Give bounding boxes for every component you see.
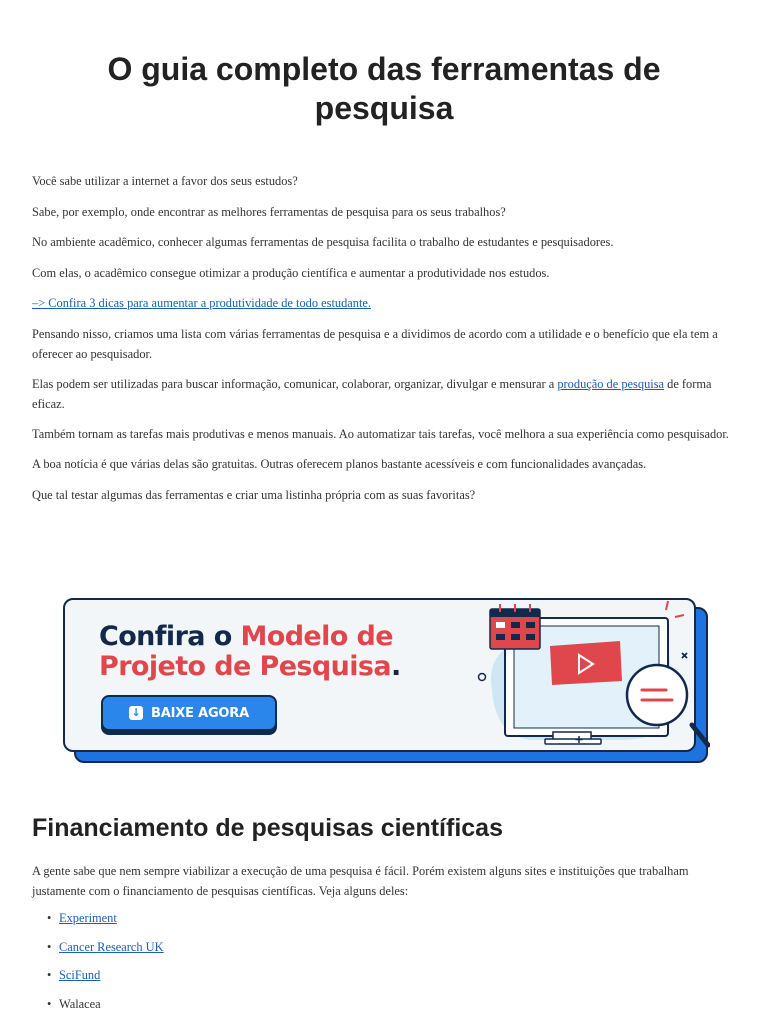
list-item [32, 908, 164, 937]
section-heading: Financiamento de pesquisas científicas [32, 814, 503, 842]
download-button-label: BAIXE AGORA [151, 705, 249, 721]
list-item [32, 965, 164, 994]
research-template-banner[interactable] [60, 595, 712, 770]
article-title: O guia completo das ferramentas de pesquisa [107, 51, 661, 126]
productivity-tips-link[interactable]: –> Confira 3 dicas para aumentar a produtividade de todo estudante. [32, 296, 372, 310]
bullet: • [47, 939, 52, 954]
paragraph: Você sabe utilizar a internet a favor dos seus estudos? [32, 174, 298, 188]
list-item [32, 994, 164, 1023]
bullet: • [47, 996, 52, 1011]
paragraph: Com elas, o acadêmico consegue otimizar a produção científica e aumentar a produtividade nos estudos. [32, 266, 550, 280]
paragraph: No ambiente acadêmico, conhecer algumas ferramentas de pesquisa facilita o trabalho de estudantes e pesquisadores. [32, 235, 614, 249]
experiment-link[interactable]: Experiment [59, 911, 117, 925]
bullet: • [47, 968, 52, 983]
download-icon: ↓ [129, 706, 143, 720]
paragraph [32, 374, 736, 414]
funding-sites-list [32, 908, 164, 1022]
paragraph: A boa notícia é que várias delas são gratuitas. Outras oferecem planos bastante acessíveis e com funcionalidades avançadas. [32, 457, 647, 471]
paragraph: Que tal testar algumas das ferramentas e criar uma listinha própria com as suas favoritas? [32, 488, 476, 502]
download-now-button[interactable] [101, 695, 277, 731]
section-intro: A gente sabe que nem sempre viabilizar a execução de uma pesquisa é fácil. Porém existem alguns sites e instituições que trabalham justamente com o financiamento de pesquisas científicas. Veja alguns deles: [32, 864, 689, 898]
paragraph: Pensando nisso, criamos uma lista com várias ferramentas de pesquisa e a dividimos de acordo com a utilidade e o benefício que ela tem a oferecer ao pesquisador. [32, 327, 718, 361]
paragraph-text: Elas podem ser utilizadas para buscar informação, comunicar, colaborar, organizar, divulgar e mensurar a [32, 377, 558, 391]
banner-title-highlight: Projeto de Pesquisa [99, 651, 391, 682]
paragraph-text: de forma eficaz. [32, 377, 712, 411]
banner-title-highlight: Modelo de [240, 621, 393, 652]
banner-title-dark: Confira o [99, 621, 241, 652]
banner-title-dot: . [390, 651, 401, 682]
research-production-link[interactable]: produção de pesquisa [557, 377, 665, 391]
banner-title [99, 622, 479, 682]
monitor-illustration [470, 595, 710, 770]
bullet: • [47, 911, 52, 925]
paragraph: Também tornam as tarefas mais produtivas e menos manuais. Ao automatizar tais tarefas, você melhora a sua experiência como pesquisador. [32, 427, 729, 441]
paragraph [32, 293, 736, 313]
list-item [32, 937, 164, 966]
paragraph: Sabe, por exemplo, onde encontrar as melhores ferramentas de pesquisa para os seus trabalhos? [32, 205, 506, 219]
walacea-label: Walacea [59, 996, 101, 1011]
cancer-research-uk-link[interactable]: Cancer Research UK [59, 939, 164, 954]
scifund-link[interactable]: SciFund [59, 968, 101, 983]
download-button-wrap [101, 695, 281, 735]
